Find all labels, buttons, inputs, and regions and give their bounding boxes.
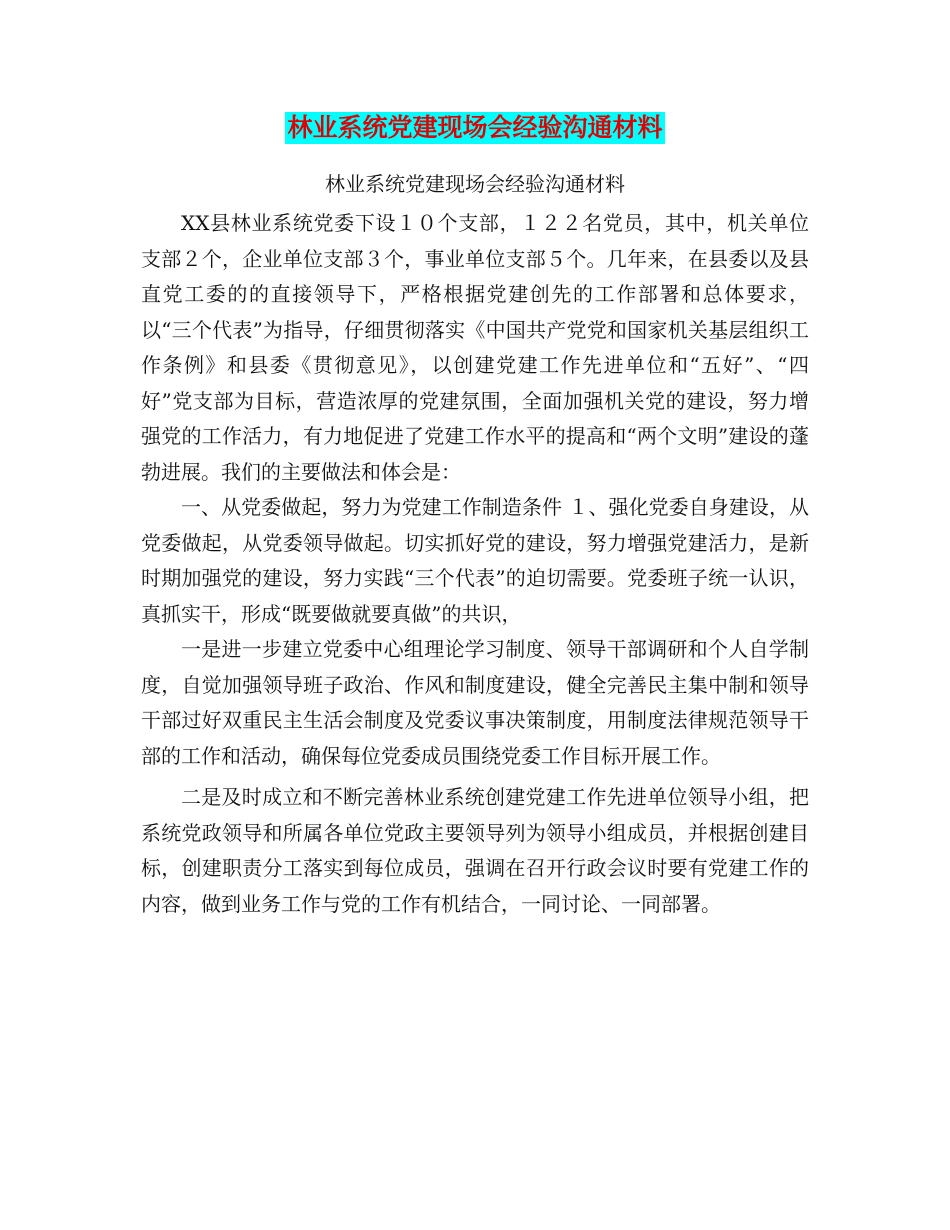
- document-heading: 林业系统党建现场会经验沟通材料: [287, 113, 663, 142]
- paragraph-point-two: 二是及时成立和不断完善林业系统创建党建工作先进单位领导小组，把系统党政领导和所属各单位党政主要领导列为领导小组成员，并根据创建目标，创建职责分工落实到每位成员，强调在召开行政会议时要有党建工作的内容，做到业务工作与党的工作有机结合，一同讨论、一同部署。: [141, 785, 809, 916]
- paragraph-section-one: 一、从党委做起，努力为党建工作制造条件 １、强化党委自身建设，从党委做起，从党委领导做起。切实抓好党的建设，努力增强党建活力，是新时期加强党的建设，努力实践“三个代表”的迫切需要。党委班子统一认识，真抓实干，形成“既要做就要真做”的共识，: [141, 495, 809, 626]
- paragraph-point-one: 一是进一步建立党委中心组理论学习制度、领导干部调研和个人自学制度，自觉加强领导班子政治、作风和制度建设，健全完善民主集中制和领导干部过好双重民主生活会制度及党委议事决策制度，用制度法律规范领导干部的工作和活动，确保每位党委成员围绕党委工作目标开展工作。: [141, 637, 809, 768]
- document-body: [141, 206, 809, 922]
- heading-container: [0, 112, 950, 144]
- paragraph-intro: XX县林业系统党委下设１０个支部，１２２名党员，其中，机关单位支部２个，企业单位支部３个，事业单位支部５个。几年来，在县委以及县直党工委的的直接领导下，严格根据党建创先的工作部署和总体要求，以“三个代表”为指导，仔细贯彻落实《中国共产党党和国家机关基层组织工作条例》和县委《贯彻意见》，以创建党建工作先进单位和“五好”、“四好”党支部为目标，营造浓厚的党建氛围，全面加强机关党的建设，努力增强党的工作活力，有力地促进了党建工作水平的提高和“两个文明”建设的蓬勃进展。我们的主要做法和体会是：: [141, 211, 809, 484]
- document-subtitle: 林业系统党建现场会经验沟通材料: [325, 172, 625, 196]
